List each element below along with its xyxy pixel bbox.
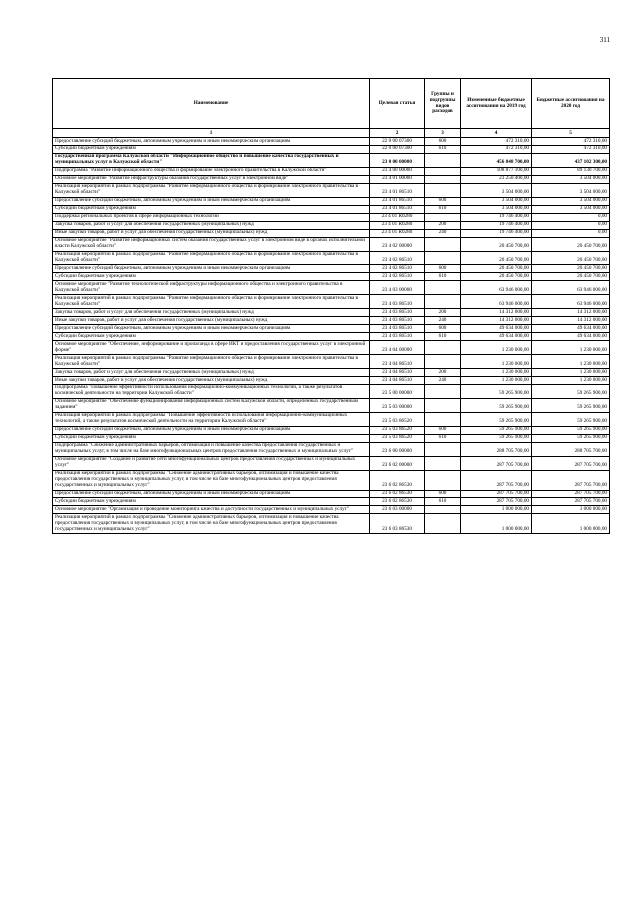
row-expense-group xyxy=(425,384,461,398)
row-value-2020: 1 000 000,00 xyxy=(532,514,610,534)
row-expense-group: 600 xyxy=(425,325,461,333)
row-name: Предоставление субсидий бюджетным, автономным учреждениям и иным некоммерческим организациям xyxy=(53,265,370,273)
row-name: Предоставление субсидий бюджетным, автономным учреждениям и иным некоммерческим организациям xyxy=(53,197,370,205)
row-value-2020: 63 946 000,00 xyxy=(532,295,610,309)
row-value-2020: 1 230 000,00 xyxy=(532,341,610,355)
row-value-2020: 20 450 700,00 xyxy=(532,273,610,281)
row-expense-group xyxy=(425,295,461,309)
row-name: Подпрограмма "Повышение эффективности использования информационно-коммуникационных технологий, а также результатов космической деятельности на территории Калужской области" xyxy=(53,384,370,398)
row-value-2019: 1 230 000,00 xyxy=(461,369,532,377)
row-value-2020: 0,00 xyxy=(532,221,610,229)
row-value-2020: 3 504 000,00 xyxy=(532,175,610,183)
row-name: Реализация мероприятий в рамках подпрограммы "Развитие информационного общества и формирование электронного правительства в Калужской области" xyxy=(53,355,370,369)
table-row xyxy=(53,456,610,470)
table-row xyxy=(53,325,610,333)
row-name: Субсидии бюджетным учреждениям xyxy=(53,333,370,341)
table-row xyxy=(53,398,610,412)
row-value-2020: 49 634 000,00 xyxy=(532,325,610,333)
row-expense-group: 240 xyxy=(425,317,461,325)
row-target-article: 23 4 01 R0280 xyxy=(370,221,425,229)
row-value-2019: 287 705 700,00 xyxy=(461,490,532,498)
row-target-article: 23 4 04 86510 xyxy=(370,377,425,385)
table-row xyxy=(53,498,610,506)
header-2020: Бюджетные ассигнования на 2020 год xyxy=(532,79,610,129)
table-row xyxy=(53,514,610,534)
row-expense-group: 240 xyxy=(425,229,461,237)
table-header-row xyxy=(53,79,610,129)
row-name: Предоставление субсидий бюджетным, автономным учреждениям и иным некоммерческим организациям xyxy=(53,325,370,333)
header-name: Наименование xyxy=(53,79,370,129)
row-name: Реализация мероприятий в рамках подпрограммы "Развитие информационного общества и формирование электронного правительства в Калужской области" xyxy=(53,183,370,197)
row-name: Субсидии бюджетным учреждениям xyxy=(53,498,370,506)
row-expense-group xyxy=(425,183,461,197)
row-target-article: 23 4 02 86510 xyxy=(370,251,425,265)
row-target-article: 23 4 02 00000 xyxy=(370,237,425,251)
row-name: Государственная программа Калужской области "Информационное общество и повышение качества государственных и муниципальных услуг в Калужской области" xyxy=(53,153,370,167)
row-expense-group xyxy=(425,456,461,470)
row-target-article: 23 0 00 00000 xyxy=(370,153,425,167)
row-value-2019: 59 265 900,00 xyxy=(461,434,532,442)
row-value-2020: 3 504 000,00 xyxy=(532,205,610,213)
row-value-2019: 59 265 900,00 xyxy=(461,384,532,398)
row-value-2019: 19 746 400,00 xyxy=(461,229,532,237)
row-expense-group xyxy=(425,470,461,490)
table-row xyxy=(53,341,610,355)
row-value-2020: 59 265 900,00 xyxy=(532,398,610,412)
row-value-2020: 89 130 700,00 xyxy=(532,167,610,175)
row-expense-group xyxy=(425,213,461,221)
row-target-article: 23 6 02 86530 xyxy=(370,470,425,490)
row-value-2019: 472 310,00 xyxy=(461,145,532,153)
row-name: Подпрограмма "Снижение административных барьеров, оптимизация и повышение качества предоставления государственных и муниципальных услуг, в том числе на базе многофункциональных центров предоставления государственных и муниципальных услуг" xyxy=(53,442,370,456)
row-value-2019: 1 230 000,00 xyxy=(461,355,532,369)
row-name: Реализация мероприятий в рамках подпрограммы "Развитие информационного общества и формирование электронного правительства в Калужской области" xyxy=(53,295,370,309)
table-row xyxy=(53,309,610,317)
table-row xyxy=(53,317,610,325)
row-name: Иные закупки товаров, работ и услуг для обеспечения государственных (муниципальных) нужд xyxy=(53,229,370,237)
row-expense-group: 610 xyxy=(425,205,461,213)
table-row xyxy=(53,273,610,281)
row-value-2019: 63 946 000,00 xyxy=(461,295,532,309)
row-expense-group xyxy=(425,355,461,369)
row-value-2019: 59 265 900,00 xyxy=(461,426,532,434)
row-value-2019: 49 634 000,00 xyxy=(461,325,532,333)
row-expense-group xyxy=(425,341,461,355)
table-row xyxy=(53,295,610,309)
row-value-2020: 472 310,00 xyxy=(532,138,610,146)
row-target-article: 23 4 02 86510 xyxy=(370,273,425,281)
row-name: Субсидии бюджетным учреждениям xyxy=(53,145,370,153)
row-value-2020: 49 634 000,00 xyxy=(532,333,610,341)
row-expense-group: 610 xyxy=(425,333,461,341)
row-value-2020: 1 000 000,00 xyxy=(532,506,610,514)
row-target-article: 23 4 00 00000 xyxy=(370,167,425,175)
row-name: Предоставление субсидий бюджетным, автономным учреждениям и иным некоммерческим организациям xyxy=(53,426,370,434)
row-name: Субсидии бюджетным учреждениям xyxy=(53,434,370,442)
row-value-2019: 23 250 400,00 xyxy=(461,175,532,183)
row-value-2020: 14 312 000,00 xyxy=(532,317,610,325)
table-body xyxy=(53,138,610,534)
row-target-article: 23 4 04 86510 xyxy=(370,355,425,369)
row-value-2019: 19 746 400,00 xyxy=(461,221,532,229)
row-expense-group: 600 xyxy=(425,426,461,434)
row-name: Основное мероприятие "Развитие технологической инфраструктуры информационного общества и электронного правительства в Калужской области" xyxy=(53,281,370,295)
row-name: Основное мероприятие "Обеспечение, информирование и пропаганда в сфере ИКТ и предоставления государственных услуг в электронной форме" xyxy=(53,341,370,355)
row-value-2020: 3 504 000,00 xyxy=(532,183,610,197)
row-target-article: 22 0 00 07300 xyxy=(370,145,425,153)
row-target-article: 23 5 03 00000 xyxy=(370,398,425,412)
row-value-2019: 287 705 700,00 xyxy=(461,470,532,490)
row-target-article: 23 4 01 00000 xyxy=(370,175,425,183)
row-value-2020: 20 450 700,00 xyxy=(532,265,610,273)
row-target-article: 23 4 01 R0280 xyxy=(370,213,425,221)
row-value-2020: 287 705 700,00 xyxy=(532,490,610,498)
row-value-2019: 20 450 700,00 xyxy=(461,251,532,265)
row-target-article: 23 4 03 86510 xyxy=(370,317,425,325)
row-value-2019: 108 877 100,00 xyxy=(461,167,532,175)
row-target-article: 23 6 00 00000 xyxy=(370,442,425,456)
row-target-article: 23 5 03 86520 xyxy=(370,426,425,434)
row-name: Закупка товаров, работ и услуг для обеспечения государственных (муниципальных) нужд xyxy=(53,369,370,377)
row-value-2019: 1 230 000,00 xyxy=(461,341,532,355)
row-value-2019: 20 450 700,00 xyxy=(461,237,532,251)
budget-table xyxy=(52,78,610,534)
row-expense-group: 610 xyxy=(425,273,461,281)
table-row xyxy=(53,265,610,273)
row-expense-group xyxy=(425,237,461,251)
row-target-article: 23 4 01 86510 xyxy=(370,183,425,197)
row-name: Иные закупки товаров, работ и услуг для обеспечения государственных (муниципальных) нужд xyxy=(53,377,370,385)
column-number: 2 xyxy=(370,129,425,138)
row-expense-group xyxy=(425,412,461,426)
table-row xyxy=(53,153,610,167)
row-target-article: 23 6 02 86530 xyxy=(370,498,425,506)
row-value-2019: 3 504 000,00 xyxy=(461,205,532,213)
table-row xyxy=(53,384,610,398)
row-name: Реализация мероприятий в рамках подпрограммы "Повышение эффективности использования информационно-коммуникационных технологий, а также результатов космической деятельности на территории Калужской области" xyxy=(53,412,370,426)
row-target-article: 23 4 03 00000 xyxy=(370,281,425,295)
row-name: Реализация мероприятий в рамках подпрограммы "Снижение административных барьеров, оптимизация и повышение качества предоставления государственных и муниципальных услуг, в том числе на базе многофункциональных центров предоставления государственных и муниципальных услуг" xyxy=(53,470,370,490)
row-target-article: 23 4 01 R0280 xyxy=(370,229,425,237)
row-target-article: 23 4 03 86510 xyxy=(370,295,425,309)
table-row xyxy=(53,205,610,213)
table-row xyxy=(53,490,610,498)
row-value-2019: 472 310,00 xyxy=(461,138,532,146)
row-value-2019: 14 312 000,00 xyxy=(461,309,532,317)
table-row xyxy=(53,183,610,197)
row-expense-group: 600 xyxy=(425,197,461,205)
table-row xyxy=(53,197,610,205)
table-row xyxy=(53,470,610,490)
table-row xyxy=(53,213,610,221)
row-name: Основное мероприятие "Развитие инфраструктуры оказания государственных услуг в электронном виде" xyxy=(53,175,370,183)
row-value-2020: 0,00 xyxy=(532,229,610,237)
row-value-2019: 59 265 900,00 xyxy=(461,398,532,412)
table-row xyxy=(53,333,610,341)
header-2019: Измененные бюджетные ассигнования на 2019 год xyxy=(461,79,532,129)
row-target-article: 22 0 00 07300 xyxy=(370,138,425,146)
row-target-article: 23 4 03 86510 xyxy=(370,309,425,317)
row-name: Закупка товаров, работ и услуг для обеспечения государственных (муниципальных) нужд xyxy=(53,221,370,229)
row-expense-group xyxy=(425,281,461,295)
row-expense-group xyxy=(425,153,461,167)
row-expense-group: 610 xyxy=(425,434,461,442)
row-name: Основное мероприятие "Организация и проведение мониторинга качества и доступности государственных и муниципальных услуг" xyxy=(53,506,370,514)
row-expense-group xyxy=(425,251,461,265)
row-target-article: 23 6 02 86530 xyxy=(370,490,425,498)
row-target-article: 23 4 04 86510 xyxy=(370,369,425,377)
row-value-2020: 1 230 000,00 xyxy=(532,377,610,385)
row-value-2019: 19 746 400,00 xyxy=(461,213,532,221)
row-value-2020: 3 504 000,00 xyxy=(532,197,610,205)
row-value-2019: 456 848 700,00 xyxy=(461,153,532,167)
row-expense-group xyxy=(425,167,461,175)
table-row xyxy=(53,281,610,295)
row-value-2019: 20 450 700,00 xyxy=(461,273,532,281)
row-value-2020: 287 705 700,00 xyxy=(532,498,610,506)
row-target-article: 23 6 03 86530 xyxy=(370,514,425,534)
row-target-article: 23 6 03 00000 xyxy=(370,506,425,514)
table-row xyxy=(53,426,610,434)
row-name: Предоставление субсидий бюджетным, автономным учреждениям и иным некоммерческим организациям xyxy=(53,490,370,498)
row-value-2020: 437 102 300,00 xyxy=(532,153,610,167)
row-expense-group: 200 xyxy=(425,221,461,229)
row-target-article: 23 4 04 00000 xyxy=(370,341,425,355)
row-value-2020: 287 705 700,00 xyxy=(532,456,610,470)
row-expense-group: 600 xyxy=(425,138,461,146)
row-value-2019: 3 504 000,00 xyxy=(461,183,532,197)
table-row xyxy=(53,237,610,251)
table-row xyxy=(53,369,610,377)
row-value-2020: 59 265 900,00 xyxy=(532,384,610,398)
row-value-2019: 63 946 000,00 xyxy=(461,281,532,295)
table-row xyxy=(53,221,610,229)
row-value-2019: 49 634 000,00 xyxy=(461,333,532,341)
column-number-row xyxy=(53,129,610,138)
row-value-2020: 63 946 000,00 xyxy=(532,281,610,295)
row-value-2019: 20 450 700,00 xyxy=(461,265,532,273)
row-value-2020: 288 705 700,00 xyxy=(532,442,610,456)
row-expense-group: 600 xyxy=(425,265,461,273)
table-row xyxy=(53,506,610,514)
row-name: Основное мероприятие "Создание и развитие сети многофункциональных центров предоставления государственных и муниципальных услуг" xyxy=(53,456,370,470)
table-row xyxy=(53,251,610,265)
row-expense-group xyxy=(425,175,461,183)
row-target-article: 23 4 01 86510 xyxy=(370,205,425,213)
table-row xyxy=(53,442,610,456)
page-number: 311 xyxy=(599,36,610,44)
row-value-2020: 0,00 xyxy=(532,213,610,221)
row-expense-group: 600 xyxy=(425,490,461,498)
row-name: Субсидии бюджетным учреждениям xyxy=(53,273,370,281)
row-value-2019: 287 705 700,00 xyxy=(461,456,532,470)
row-value-2020: 14 312 000,00 xyxy=(532,309,610,317)
table-row xyxy=(53,412,610,426)
row-value-2020: 472 310,00 xyxy=(532,145,610,153)
row-expense-group xyxy=(425,442,461,456)
row-name: Реализация мероприятий в рамках подпрограммы "Снижение административных барьеров, оптимизация и повышение качества предоставления государственных и муниципальных услуг, в том числе на базе многофункциональных центров предоставления государственных и муниципальных услуг" xyxy=(53,514,370,534)
row-expense-group: 240 xyxy=(425,377,461,385)
row-value-2019: 3 504 000,00 xyxy=(461,197,532,205)
column-number: 3 xyxy=(425,129,461,138)
row-value-2019: 1 230 000,00 xyxy=(461,377,532,385)
header-target-article: Целевая статья xyxy=(370,79,425,129)
row-expense-group xyxy=(425,398,461,412)
column-number: 4 xyxy=(461,129,532,138)
column-number: 1 xyxy=(53,129,370,138)
row-target-article: 23 4 02 86510 xyxy=(370,265,425,273)
row-name: Субсидии бюджетным учреждениям xyxy=(53,205,370,213)
row-name: Подпрограмма "Развитие информационного общества и формирование электронного правительства в Калужской области" xyxy=(53,167,370,175)
row-expense-group: 200 xyxy=(425,309,461,317)
row-name: Поддержка региональных проектов в сфере информационных технологий xyxy=(53,213,370,221)
row-value-2020: 20 450 700,00 xyxy=(532,237,610,251)
column-number: 5 xyxy=(532,129,610,138)
row-expense-group: 610 xyxy=(425,145,461,153)
row-name: Иные закупки товаров, работ и услуг для обеспечения государственных (муниципальных) нужд xyxy=(53,317,370,325)
row-target-article: 23 6 02 00000 xyxy=(370,456,425,470)
row-name: Закупка товаров, работ и услуг для обеспечения государственных (муниципальных) нужд xyxy=(53,309,370,317)
header-expense-group: Группы и подгруппы видов расходов xyxy=(425,79,461,129)
row-value-2020: 59 265 900,00 xyxy=(532,426,610,434)
row-target-article: 23 5 00 00000 xyxy=(370,384,425,398)
row-expense-group xyxy=(425,514,461,534)
row-value-2019: 1 000 000,00 xyxy=(461,506,532,514)
row-value-2020: 59 265 900,00 xyxy=(532,412,610,426)
row-value-2020: 1 230 000,00 xyxy=(532,355,610,369)
table-row xyxy=(53,229,610,237)
row-value-2019: 288 705 700,00 xyxy=(461,442,532,456)
row-target-article: 23 5 03 86520 xyxy=(370,434,425,442)
row-expense-group: 610 xyxy=(425,498,461,506)
row-name: Реализация мероприятий в рамках подпрограммы "Развитие информационного общества и формирование электронного правительства в Калужской области" xyxy=(53,251,370,265)
row-value-2020: 287 705 700,00 xyxy=(532,470,610,490)
row-value-2019: 14 312 000,00 xyxy=(461,317,532,325)
row-value-2020: 20 450 700,00 xyxy=(532,251,610,265)
row-target-article: 23 4 03 86510 xyxy=(370,333,425,341)
row-target-article: 23 4 01 86510 xyxy=(370,197,425,205)
row-value-2019: 59 265 900,00 xyxy=(461,412,532,426)
table-row xyxy=(53,138,610,146)
row-target-article: 23 4 03 86510 xyxy=(370,325,425,333)
row-value-2019: 1 000 000,00 xyxy=(461,514,532,534)
row-name: Предоставление субсидий бюджетным, автономным учреждениям и иным некоммерческим организациям xyxy=(53,138,370,146)
row-value-2020: 1 230 000,00 xyxy=(532,369,610,377)
row-name: Основное мероприятие "Развитие информационных систем оказания государственных услуг в электронном виде в органах исполнительной власти Калужской области" xyxy=(53,237,370,251)
row-name: Основное мероприятие "Обеспечение функционирования информационных систем Калужской области, определенных государственным заданием" xyxy=(53,398,370,412)
row-expense-group: 200 xyxy=(425,369,461,377)
table-row xyxy=(53,355,610,369)
row-target-article: 23 5 03 86520 xyxy=(370,412,425,426)
row-expense-group xyxy=(425,506,461,514)
row-value-2020: 59 265 900,00 xyxy=(532,434,610,442)
row-value-2019: 287 705 700,00 xyxy=(461,498,532,506)
